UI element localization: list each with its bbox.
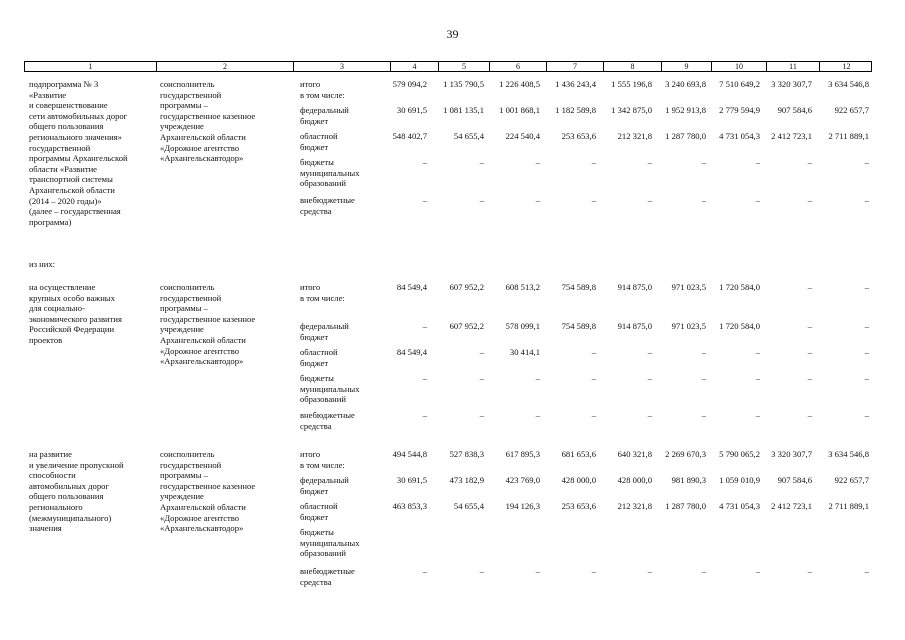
value-cell: 1 001 868,1 bbox=[499, 105, 540, 115]
value-cell: – bbox=[535, 566, 540, 576]
value-cell: 578 099,1 bbox=[505, 321, 540, 331]
value-cell: – bbox=[701, 373, 706, 383]
value-cell: – bbox=[701, 157, 706, 167]
value-cell: – bbox=[647, 157, 652, 167]
funding-source-label: бюджеты муниципальных образований bbox=[300, 157, 360, 189]
value-cell: 194 126,3 bbox=[505, 501, 540, 511]
value-cell: – bbox=[755, 373, 760, 383]
header-cell-4: 4 bbox=[390, 62, 438, 71]
value-cell: 1 059 010,9 bbox=[719, 475, 760, 485]
value-cell: 2 779 594,9 bbox=[719, 105, 760, 115]
value-cell: – bbox=[479, 347, 484, 357]
value-cell: – bbox=[422, 410, 427, 420]
value-cell: 212 321,8 bbox=[617, 501, 652, 511]
value-cell: – bbox=[591, 373, 596, 383]
value-cell: – bbox=[479, 157, 484, 167]
value-cell: – bbox=[864, 566, 869, 576]
value-cell: – bbox=[755, 157, 760, 167]
value-cell: – bbox=[864, 321, 869, 331]
value-cell: 579 094,2 bbox=[392, 79, 427, 89]
value-cell: 54 655,4 bbox=[453, 131, 484, 141]
value-cell: – bbox=[535, 157, 540, 167]
value-cell: 640 321,8 bbox=[617, 449, 652, 459]
section-name: из них: bbox=[29, 259, 56, 269]
value-cell: – bbox=[807, 410, 812, 420]
value-cell: – bbox=[864, 157, 869, 167]
value-cell: – bbox=[807, 373, 812, 383]
value-cell: – bbox=[807, 157, 812, 167]
value-cell: 54 655,4 bbox=[453, 501, 484, 511]
value-cell: – bbox=[755, 410, 760, 420]
value-cell: – bbox=[701, 195, 706, 205]
value-cell: 1 226 408,5 bbox=[499, 79, 540, 89]
value-cell: – bbox=[535, 373, 540, 383]
value-cell: – bbox=[701, 566, 706, 576]
value-cell: – bbox=[755, 566, 760, 576]
value-cell: 30 691,5 bbox=[396, 475, 427, 485]
value-cell: 922 657,7 bbox=[834, 475, 869, 485]
value-cell: 922 657,7 bbox=[834, 105, 869, 115]
value-cell: – bbox=[755, 195, 760, 205]
value-cell: 607 952,2 bbox=[449, 321, 484, 331]
value-cell: – bbox=[864, 195, 869, 205]
funding-source-label: бюджеты муниципальных образований bbox=[300, 527, 360, 559]
value-cell: – bbox=[701, 347, 706, 357]
header-cell-8: 8 bbox=[603, 62, 661, 71]
page-number: 39 bbox=[446, 27, 459, 41]
section-name: подпрограмма № 3 «Развитие и совершенствование сети автомобильных дорог общего пользования регионального значения» государственной программы Архангельской области «Развитие транспортной системы Архангельской области (2014 – 2020 годы)» (далее – государственная программа) bbox=[29, 79, 128, 227]
value-cell: 754 589,8 bbox=[561, 282, 596, 292]
funding-source-label: федеральный бюджет bbox=[300, 105, 349, 126]
value-cell: 3 320 307,7 bbox=[771, 449, 812, 459]
value-cell: 1 720 584,0 bbox=[719, 321, 760, 331]
executor-text: соисполнитель государственной программы – государственное казенное учреждение Архангельской области «Дорожное агентство «Архангельскавтодор» bbox=[160, 79, 256, 164]
value-cell: 2 269 670,3 bbox=[665, 449, 706, 459]
header-cell-12: 12 bbox=[819, 62, 873, 71]
value-cell: 681 653,6 bbox=[561, 449, 596, 459]
value-cell: 428 000,0 bbox=[617, 475, 652, 485]
value-cell: – bbox=[807, 347, 812, 357]
table-header-row bbox=[24, 61, 872, 72]
value-cell: 212 321,8 bbox=[617, 131, 652, 141]
value-cell: 907 584,6 bbox=[777, 105, 812, 115]
value-cell: – bbox=[701, 410, 706, 420]
value-cell: 907 584,6 bbox=[777, 475, 812, 485]
funding-source-label: областной бюджет bbox=[300, 347, 338, 368]
executor-text: соисполнитель государственной программы – государственное казенное учреждение Архангельской области «Дорожное агентство «Архангельскавтодор» bbox=[160, 449, 256, 534]
value-cell: – bbox=[647, 410, 652, 420]
header-cell-7: 7 bbox=[546, 62, 603, 71]
funding-source-label: областной бюджет bbox=[300, 131, 338, 152]
header-cell-9: 9 bbox=[661, 62, 711, 71]
value-cell: – bbox=[422, 157, 427, 167]
value-cell: – bbox=[864, 410, 869, 420]
value-cell: – bbox=[647, 195, 652, 205]
value-cell: – bbox=[479, 410, 484, 420]
funding-source-label: итого в том числе: bbox=[300, 79, 345, 100]
value-cell: 2 412 723,1 bbox=[771, 501, 812, 511]
header-cell-10: 10 bbox=[711, 62, 766, 71]
value-cell: 1 287 780,0 bbox=[665, 501, 706, 511]
value-cell: – bbox=[864, 373, 869, 383]
value-cell: – bbox=[591, 347, 596, 357]
value-cell: 2 711 889,1 bbox=[828, 131, 869, 141]
value-cell: 2 412 723,1 bbox=[771, 131, 812, 141]
value-cell: – bbox=[864, 347, 869, 357]
value-cell: – bbox=[535, 410, 540, 420]
value-cell: – bbox=[807, 195, 812, 205]
funding-source-label: федеральный бюджет bbox=[300, 321, 349, 342]
value-cell: – bbox=[591, 195, 596, 205]
value-cell: 3 320 307,7 bbox=[771, 79, 812, 89]
value-cell: – bbox=[422, 321, 427, 331]
funding-source-label: бюджеты муниципальных образований bbox=[300, 373, 360, 405]
value-cell: 5 790 065,2 bbox=[719, 449, 760, 459]
value-cell: – bbox=[479, 195, 484, 205]
value-cell: 4 731 054,3 bbox=[719, 501, 760, 511]
value-cell: – bbox=[864, 282, 869, 292]
value-cell: 30 691,5 bbox=[396, 105, 427, 115]
value-cell: 914 875,0 bbox=[617, 321, 652, 331]
value-cell: 971 023,5 bbox=[671, 282, 706, 292]
value-cell: 4 731 054,3 bbox=[719, 131, 760, 141]
value-cell: – bbox=[422, 566, 427, 576]
value-cell: 253 653,6 bbox=[561, 131, 596, 141]
value-cell: 3 240 693,8 bbox=[665, 79, 706, 89]
value-cell: 608 513,2 bbox=[505, 282, 540, 292]
header-cell-2: 2 bbox=[156, 62, 293, 71]
value-cell: 1 952 913,8 bbox=[665, 105, 706, 115]
section-name: на осуществление крупных особо важных для социально- экономического развития Российской Федерации проектов bbox=[29, 282, 122, 345]
value-cell: 1 342 875,0 bbox=[611, 105, 652, 115]
value-cell: – bbox=[807, 566, 812, 576]
value-cell: 3 634 546,8 bbox=[828, 79, 869, 89]
value-cell: 7 510 649,2 bbox=[719, 79, 760, 89]
value-cell: – bbox=[479, 566, 484, 576]
value-cell: 253 653,6 bbox=[561, 501, 596, 511]
value-cell: – bbox=[807, 282, 812, 292]
value-cell: 84 549,4 bbox=[396, 347, 427, 357]
value-cell: – bbox=[647, 373, 652, 383]
header-cell-5: 5 bbox=[438, 62, 489, 71]
value-cell: 1 135 790,5 bbox=[443, 79, 484, 89]
value-cell: – bbox=[647, 566, 652, 576]
value-cell: 1 081 135,1 bbox=[443, 105, 484, 115]
value-cell: – bbox=[422, 373, 427, 383]
executor-text: соисполнитель государственной программы – государственное казенное учреждение Архангельской области «Дорожное агентство «Архангельскавтодор» bbox=[160, 282, 256, 367]
value-cell: 1 555 196,8 bbox=[611, 79, 652, 89]
value-cell: 548 402,7 bbox=[392, 131, 427, 141]
value-cell: 914 875,0 bbox=[617, 282, 652, 292]
value-cell: 494 544,8 bbox=[392, 449, 427, 459]
value-cell: – bbox=[422, 195, 427, 205]
value-cell: 428 000,0 bbox=[561, 475, 596, 485]
value-cell: 1 287 780,0 bbox=[665, 131, 706, 141]
value-cell: 607 952,2 bbox=[449, 282, 484, 292]
header-cell-3: 3 bbox=[293, 62, 390, 71]
funding-source-label: федеральный бюджет bbox=[300, 475, 349, 496]
value-cell: – bbox=[591, 566, 596, 576]
header-cell-11: 11 bbox=[766, 62, 819, 71]
value-cell: – bbox=[647, 347, 652, 357]
value-cell: 423 769,0 bbox=[505, 475, 540, 485]
value-cell: 224 540,4 bbox=[505, 131, 540, 141]
value-cell: – bbox=[535, 195, 540, 205]
value-cell: – bbox=[755, 347, 760, 357]
value-cell: 527 838,3 bbox=[449, 449, 484, 459]
funding-source-label: итого в том числе: bbox=[300, 282, 345, 303]
funding-source-label: итого в том числе: bbox=[300, 449, 345, 470]
value-cell: 1 182 589,8 bbox=[555, 105, 596, 115]
funding-source-label: областной бюджет bbox=[300, 501, 338, 522]
funding-source-label: внебюджетные средства bbox=[300, 410, 355, 431]
value-cell: 473 182,9 bbox=[449, 475, 484, 485]
value-cell: 1 436 243,4 bbox=[555, 79, 596, 89]
value-cell: 463 853,3 bbox=[392, 501, 427, 511]
header-cell-6: 6 bbox=[489, 62, 546, 71]
section-name: на развитие и увеличение пропускной способности автомобильных дорог общего пользования регионального (межмуниципального) значения bbox=[29, 449, 124, 534]
value-cell: 1 720 584,0 bbox=[719, 282, 760, 292]
value-cell: – bbox=[807, 321, 812, 331]
value-cell: 971 023,5 bbox=[671, 321, 706, 331]
value-cell: 2 711 889,1 bbox=[828, 501, 869, 511]
value-cell: 84 549,4 bbox=[396, 282, 427, 292]
value-cell: – bbox=[591, 410, 596, 420]
value-cell: – bbox=[479, 373, 484, 383]
value-cell: 3 634 546,8 bbox=[828, 449, 869, 459]
value-cell: 981 890,3 bbox=[671, 475, 706, 485]
value-cell: 754 589,8 bbox=[561, 321, 596, 331]
funding-source-label: внебюджетные средства bbox=[300, 195, 355, 216]
value-cell: – bbox=[591, 157, 596, 167]
value-cell: 30 414,1 bbox=[509, 347, 540, 357]
value-cell: 617 895,3 bbox=[505, 449, 540, 459]
funding-source-label: внебюджетные средства bbox=[300, 566, 355, 587]
header-cell-1: 1 bbox=[88, 62, 93, 71]
